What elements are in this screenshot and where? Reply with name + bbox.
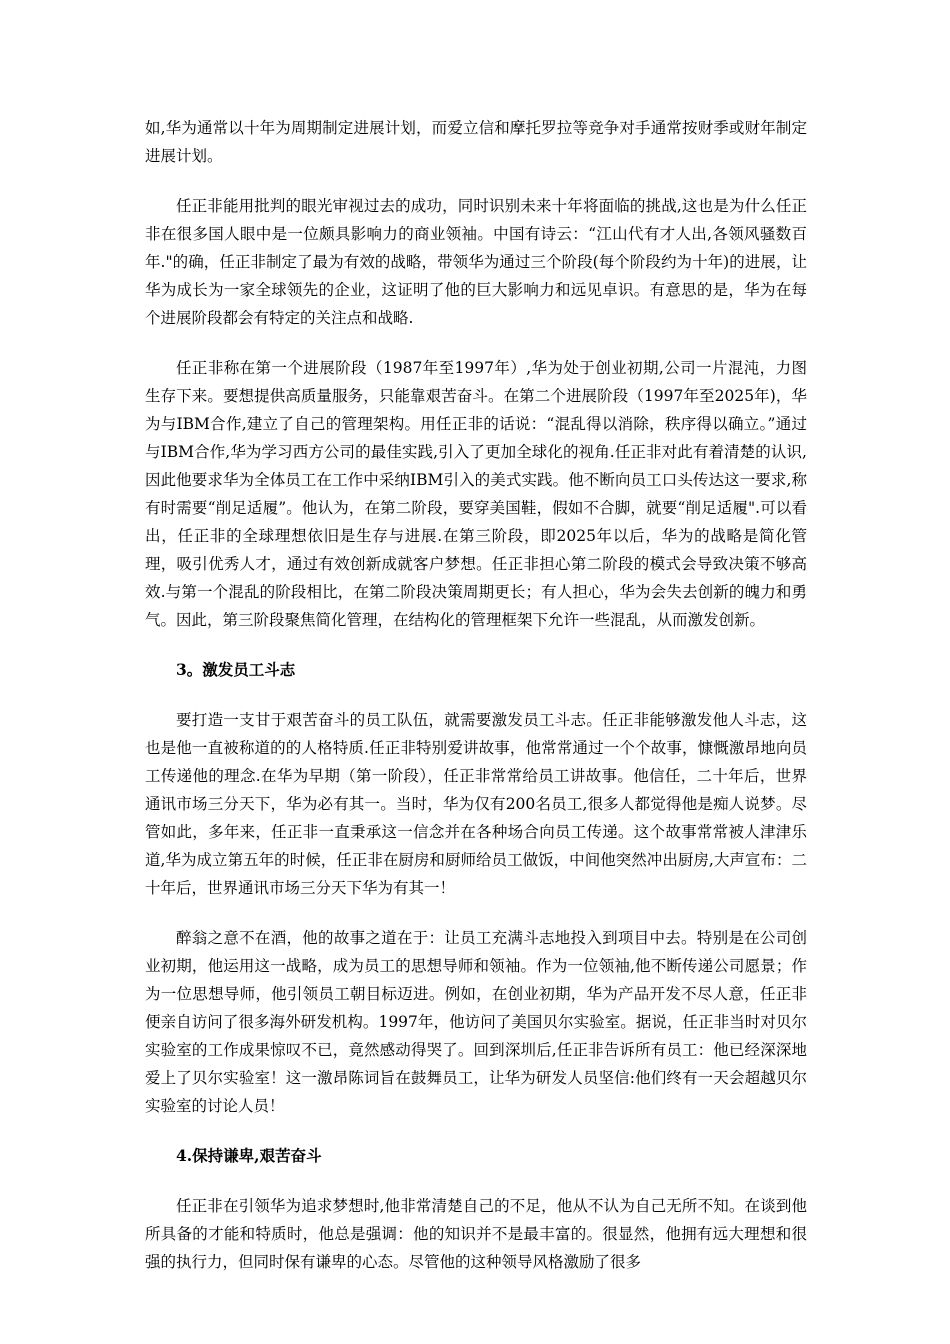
paragraph-three-stages: 任正非称在第一个进展阶段（1987年至1997年）,华为处于创业初期,公司一片混沌，力图生存下来。要想提供高质量服务，只能靠艰苦奋斗。在第二个进展阶段（1997年至2025年)，华为与IBM合作,建立了自己的管理架构。用任正非的话说：“混乱得以消除，秩序得以确立。”通过与IBM合作,华为学习西方公司的最佳实践,引入了更加全球化的视角.任正非对此有着清楚的认识,因此他要求华为全体员工在工作中采纳IBM引入的美式实践。他不断向员工口头传达这一要求,称有时需要“削足适履”。他认为，在第二阶段，要穿美国鞋，假如不合脚，就要“削足适履".可以看出，任正非的全球理想依旧是生存与进展.在第三阶段，即2025年以后，华为的战略是简化管理，吸引优秀人才，通过有效创新成就客户梦想。任正非担心第二阶段的模式会导致决策不够高效.与第一个混乱的阶段相比，在第二阶段决策周期更长；有人担心，华为会失去创新的魄力和勇气。因此，第三阶段聚焦简化管理，在结构化的管理框架下允许一些混乱，从而激发创新。 — [145, 359, 807, 629]
paragraph-motivate-staff: 要打造一支甘于艰苦奋斗的员工队伍，就需要激发员工斗志。任正非能够激发他人斗志，这也是他一直被称道的的人格特质.任正非特别爱讲故事，他常常通过一个个故事，慷慨激昂地向员工传递他的理念.在华为早期（第一阶段），任正非常常给员工讲故事。他信任，二十年后，世界通讯市场三分天下，华为必有其一。当时，华为仅有200名员工,很多人都觉得他是痴人说梦。尽管如此，多年来，任正非一直秉承这一信念并在各种场合向员工传递。这个故事常常被人津津乐道,华为成立第五年的时候，任正非在厨房和厨师给员工做饭，中间他突然冲出厨房,大声宣布：二十年后，世界通讯市场三分天下华为有其一！ — [145, 711, 807, 897]
paragraph-humility: 任正非在引领华为追求梦想时,他非常清楚自己的不足，他从不认为自己无所不知。在谈到他所具备的才能和特质时，他总是强调：他的知识并不是最丰富的。很显然，他拥有远大理想和很强的执行力，但同时保有谦卑的心态。尽管他的这种领导风格激励了很多 — [145, 1197, 807, 1271]
paragraph-continuation: 如,华为通常以十年为周期制定进展计划，而爱立信和摩托罗拉等竞争对手通常按财季或财年制定进展计划。 — [145, 119, 807, 165]
paragraph-storytelling: 醉翁之意不在酒，他的故事之道在于：让员工充满斗志地投入到项目中去。特别是在公司创业初期，他运用这一战略，成为员工的思想导师和领袖。作为一位领袖,他不断传递公司愿景；作为一位思想导师，他引领员工朝目标迈进。例如，在创业初期，华为产品开发不尽人意，任正非便亲自访问了很多海外研发机构。1997年，他访问了美国贝尔实验室。据说，任正非当时对贝尔实验室的工作成果惊叹不已，竟然感动得哭了。回到深圳后,任正非告诉所有员工：他已经深深地爱上了贝尔实验室！这一激昂陈词旨在鼓舞员工，让华为研发人员坚信:他们终有一天会超越贝尔实验室的讨论人员！ — [145, 929, 807, 1115]
document-page — [145, 114, 807, 1298]
section-heading-4: 4.保持谦卑,艰苦奋斗 — [176, 1146, 322, 1165]
section-heading-3: 3。激发员工斗志 — [176, 660, 296, 679]
paragraph-critical-view: 任正非能用批判的眼光审视过去的成功，同时识别未来十年将面临的挑战,这也是为什么任正非在很多国人眼中是一位颇具影响力的商业领袖。中国有诗云：“江山代有才人出,各领风骚数百年."的确，任正非制定了最为有效的战略，带领华为通过三个阶段(每个阶段约为十年)的进展，让华为成长为一家全球领先的企业，这证明了他的巨大影响力和远见卓识。有意思的是，华为在每个进展阶段都会有特定的关注点和战略. — [145, 197, 807, 327]
